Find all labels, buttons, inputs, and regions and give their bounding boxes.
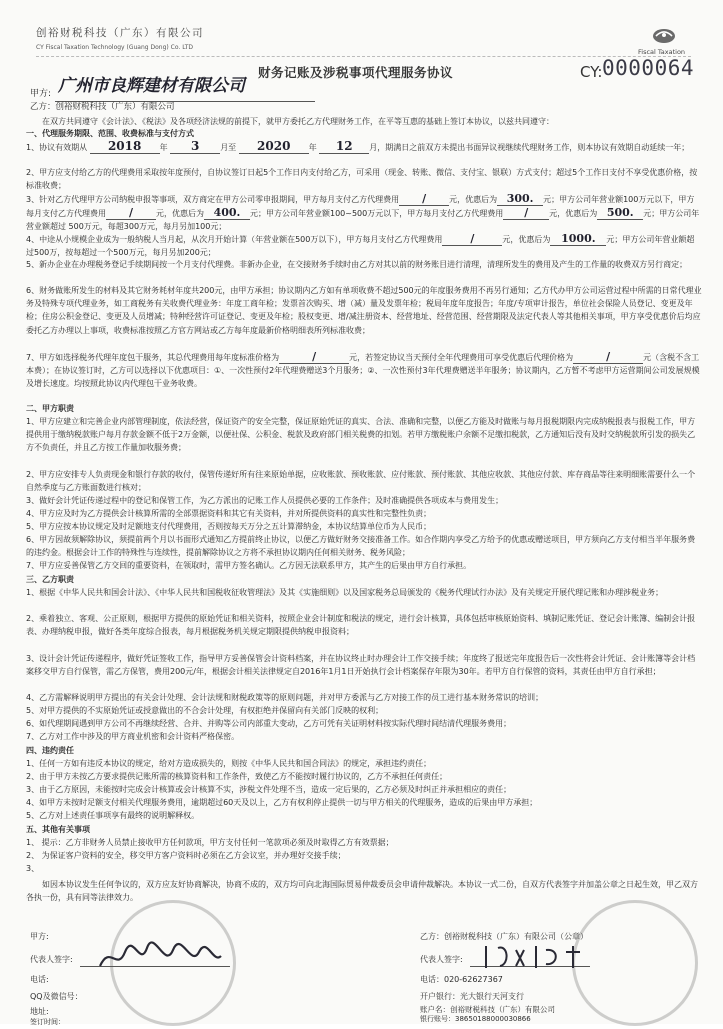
signature-a-icon [95,938,225,978]
s3-item1: 1、根据《中华人民共和国会计法》、《中华人民共和国税收征收管理法》及其《实施细则》以及国家税务总局颁发的《税务代理试行办法》及有关规定开展代理记账和办理涉税业务； [26,588,664,597]
s5-item1: 1、 提示：乙方非财务人员禁止接收甲方任何款项，甲方支付任何一笔款项必须及时取得乙方有效票据； [26,838,394,847]
month-end: 12 [319,140,369,154]
s3-item4: 4、乙方需解释说明甲方提出的有关会计处理、会计法规和财税政策等的原则问题，并对甲方委派与乙方对接工作的员工进行基本财务常识的培训； [26,693,544,702]
fee-general-discount: 1000. [550,232,606,246]
s2-item2: 2、甲方应安排专人负责现金和银行存款的收付，保管传递好所有往来原始单据，应收账款、预收账款、应付账款、预付账款、其他应收款、其他应付款、库存商品等往来明细账需要什么一个自然季度与乙方账面数进行核对； [26,470,696,493]
s4-item1: 1、任何一方如有违反本协议的规定，给对方造成损失的，则按《中华人民共和国合同法》的规定，承担违约责任； [26,759,432,768]
s1-item5: 5、新办企业在办理税务登记手续期间按一个月支付代理费。非新办企业，在交接财务手续时由乙方对其以前的财务账目进行清理，清理所发生的费用及产生的工作量的收费双方另行商定； [26,260,688,269]
contract-no-label: CY: [580,63,603,81]
section1-title: 一、代理服务期限、范围、收费标准与支付方式 [26,129,194,138]
fee-under100: / [106,206,156,220]
s5-item3: 3、 [26,864,40,873]
sig-a-address: 地址: [30,1007,49,1016]
section4-title: 四、违约责任 [26,746,74,755]
s1-item2: 2、甲方应支付给乙方的代理费用采取按年度预付，自协议签订日起5个工作日内支付给乙方，可采用（现金、转账、微信、支付宝、银联）方式支付；超过5个工作日支付不享受优惠价格，按标准收费； [26,168,698,191]
header-divider [36,56,691,57]
s2-item1: 1、甲方应建立和完善企业内部管理制度，依法经营，保证资产的安全完整，保证原始凭证的真实、合法、准确和完整，以便乙方能及时做账与每月报税期限内完成纳税报表与报税工作，甲方提供用于缴纳税款账户每月存款金额不低于2万金额，以便社保、公积金、税款及政府部门相关税费的扣划。若甲方缴税账户余额不足缴扣税款，乙方通知后没有及时交纳税款所引发的损失乙方不负责任，并且乙方按工作量加收服务费； [26,417,696,453]
sig-a-date: 签订时间： [30,1018,65,1026]
year-end: 2020 [239,140,309,154]
s4-item4: 4、如甲方未按时足额支付相关代理服务费用，逾期超过60天及以上，乙方有权利停止提供一切与甲方相关的代理服务，造成的后果由甲方承担； [26,798,538,807]
fee-general: / [442,232,502,246]
fee-under100-discount: 400. [204,206,250,220]
signature-b-icon [480,940,590,972]
fee-zero: / [399,192,449,206]
sig-a-phone: 电话: [30,975,49,984]
s2-item6: 6、甲方因故须解除协议，须提前两个月以书面形式通知乙方提前终止协议，以便乙方做好财务交接准备工作。如合作期内享受乙方给予的优惠或赠送项目，甲方须向乙方支付相当半年服务费的违约金。根据会计工作的特殊性与连续性，提前解除协议之方将不承担协议期内任何相关财务、税务风险； [26,535,696,558]
s1-item7: 7、甲方如选择税务代理年度包干服务，其总代理费用每年度标准价格为 / 元，若签定协议当天预付全年代理费用可享受优惠后代理价格为 / 元（含税不含工本费）；在协议签订时，乙方可以选择以下优惠项目：①、一次性预付2年代理费赠送3个月服务；②、一次性预付3年代理费赠送半年服务；协议期内，乙方暂不考虑甲方运营期间公司发展规模及增长速度。均按照此协议内代理包干业务收费。 [26,350,700,389]
s2-item3: 3、做好会计凭证传递过程中的登记和保管工作，为乙方派出的记账工作人员提供必要的工作条件；及时准确提供各项成本与费用发生； [26,496,504,505]
s4-item5: 5、乙方对上述责任事项享有最终的说明解释权。 [26,811,200,820]
s1-item4: 4、中途从小规模企业成为一般纳税人当月起，从次月开始计算（年营业额在500万以下），甲方每月支付乙方代理费用 / 元，优惠后为 1000. 元；甲方公司年营业额超过500万，按每超过一个500万元，每月另加200元； [26,232,695,258]
sig-b-account-name: 账户名：创裕财税科技（广东）有限公司 [420,1005,555,1014]
month-start: 3 [170,140,220,154]
section3-title: 三、乙方职责 [26,575,74,584]
s4-item3: 3、由于乙方原因，未能按时完成会计核算或会计核算不实，涉税文件处理不当，造成一定后果的，乙方必须及时纠正并承担相应的责任； [26,785,512,794]
section2-title: 二、甲方职责 [26,404,74,413]
section5-title: 五、其他有关事项 [26,825,90,834]
s3-item3: 3、设计会计凭证传递程序，做好凭证签收工作，指导甲方妥善保管会计资料档案，并在协议终止时办理会计工作交接手续；年度终了报送完年度报告后一次性将会计凭证、会计账簿等会计档案移交甲方自行保管，需乙方保管，费用200元/年，根据会计相关法律规定自2016年1月1日开始执行会计档案保存年限为30年。若甲方自行保管的资料，其责任由甲方自行承担； [26,654,696,677]
s3-item2: 2、乘着独立、客观、公正原则，根据甲方提供的原始凭证和相关资料，按照企业会计制度和税法的规定，进行会计核算，具体包括审核原始资料、填制记账凭证、登记会计账簿、编制会计报表、办理纳税申报，做好各类年度综合报表，每月根据税务机关规定期限提供纳税申报资料； [26,614,696,637]
party-b: 乙方：创裕财税科技（广东）有限公司 [30,102,175,112]
s1-item3: 3、针对乙方代理甲方公司纳税申报等事项，双方商定在甲方公司零申报期间，甲方每月支付乙方代理费用 / 元，优惠后为 300. 元；甲方公司年营业额100万元以下，甲方每月支付乙方代理费用 / 元，优惠后为 400. 元；甲方公司年营业额100~500万元以下，甲方每月支付乙方代理费用 / 元，优惠后为 500. 元；甲方公司年营业额超过 500万元，每超300万元，每月另加100元； [26,192,700,232]
s2-item7: 7、甲方应妥善保管乙方交回的重要资料，在领取时，需甲方签名确认。乙方因无法联系甲方，其产生的后果由甲方自行承担。 [26,561,472,570]
s1-item1: 1、协议有效期从 2018 年 3 月至 2020 年 12 月，期满日之前双方未提出书面异议视继续代理财务工作，则本协议有效期自动延续一年； [26,139,690,153]
s3-item5: 5、对甲方提供的不实原始凭证或授意做出的不合会计处理，有权拒绝并保留向有关部门反映的权利； [26,706,384,715]
sig-a-rep: 代表人签字: [30,955,73,964]
s3-item6: 6、如代理期间遇到甲方公司不再继续经营、合并、并购等公司内部重大变动，乙方可凭有关证明材料按实际代理时间结清代理服务费用； [26,719,512,728]
sig-a-qq: QQ及微信号： [30,992,83,1001]
fee-annual: / [279,350,349,364]
sig-b-phone: 电话：020-62627367 [420,975,503,984]
brand-logo [651,26,677,44]
party-b-seal [572,900,698,1026]
page-title: 财务记账及涉税事项代理服务协议 [258,65,454,80]
cy-logo-icon [651,26,677,44]
year-start: 2018 [90,140,160,154]
sig-a-signature [95,938,225,978]
fee-100-500-discount: 500. [597,206,643,220]
s4-item2: 2、由于甲方未按乙方要求提供记账所需的核算资料和工作条件，致使乙方不能按时履行协议的，乙方不承担任何责任； [26,772,448,781]
s2-item5: 5、甲方应按本协议规定及时足额地支付代理费用，否则按每天万分之五计算滞纳金，本协议结算单位币为人民币； [26,522,432,531]
sig-a-party: 甲方: [30,932,49,941]
s5-item2: 2、 为保证客户资料的安全，移交甲方客户资料时必须在乙方会议室，并办理好交接手续； [26,851,346,860]
sig-b-signature [480,940,590,972]
closing-text: 如因本协议发生任何争议的，双方应友好协商解决，协商不成的，双方均可向北海国际贸易仲裁委员会申请仲裁解决。本协议一式二份，自双方代表签字并加盖公章之日起生效，甲乙双方各执一份，具有同等法律效力。 [26,880,698,903]
s1-item6: 6、财务做账所发生的材料及其它财务耗材年度共200元，由甲方承担；协议期内乙方如有单项收费不超过500元的年度服务费用不再另行通知；乙方代办甲方公司运营过程中所需的日常代理业务及特殊专项代理业务，如工商税务有关收费代理业务：年度工商年检；发票首次购买、增（减）量及发票年检；税局年度年度报告；年度/专项审计报告，单位社会保险人员登记、变更及年检；住房公积金登记、变更及人员增减；特种经营许可证登记、变更及年检；股权变更、增/减注册资本、经营地址、经营范围、经营期限及法定代表人等其他相关事项，甲方享受优惠价后均应委托乙方办理以上事项，收费标准按照乙方官方网站或乙方每年度最新价格明细表所列标准收费； [26,286,702,335]
sig-b-rep: 代表人签字: [420,955,463,964]
s3-item7: 7、乙方对工作中涉及的甲方商业机密和会计资料严格保密。 [26,732,240,741]
fee-100-500: / [503,206,549,220]
company-name-cn: 创裕财税科技（广东）有限公司 [36,27,204,39]
fee-zero-discount: 300. [497,192,543,206]
company-name-en: CY Fiscal Taxation Technology (Guang Dong) Co. LTD [36,44,194,51]
fee-annual-discount: / [573,350,643,364]
sig-b-party: 乙方：创裕财税科技（广东）有限公司（公章） [420,932,588,941]
brand-en: Fiscal Taxation [638,48,686,56]
party-a-name: 广州市良辉建材有限公司 [58,76,245,96]
s2-item4: 4、甲方应及时为乙方提供会计核算所需的全部票据资料和其它有关资料，并对所提供资料的真实性和完整性负责； [26,509,432,518]
intro-text: 在双方共同遵守《会计法》、《税法》及各项经济法规的前提下，就甲方委托乙方代理财务工作，在平等互惠的基础上签订本协议，以兹共同遵守： [42,117,554,126]
contract-number: 0000064 [602,56,695,80]
party-a-label: 甲方: [30,89,52,99]
sig-b-bank: 开户银行：光大银行天河支行 [420,992,524,1001]
sig-b-account-no: 银行账号：38650188000030866 [420,1015,531,1023]
